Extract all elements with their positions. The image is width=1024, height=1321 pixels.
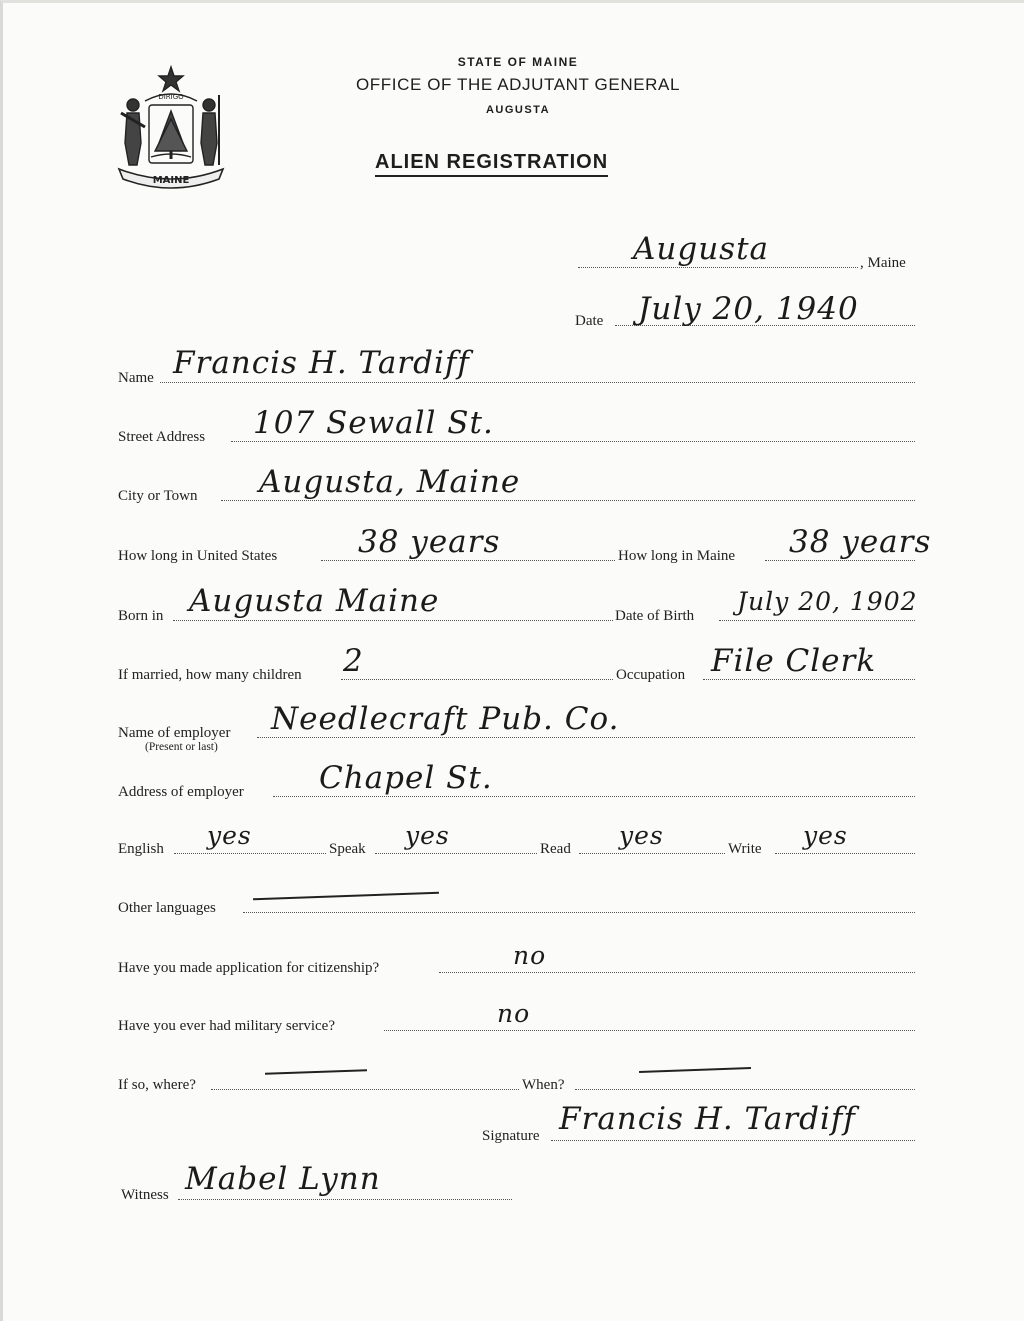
other-languages-label: Other languages: [118, 900, 216, 916]
name-value: Francis H. Tardiff: [173, 345, 470, 381]
witness-line[interactable]: [178, 1199, 512, 1200]
us-duration-line[interactable]: [321, 560, 615, 561]
date-label: Date: [575, 313, 604, 329]
where-dash: [265, 1069, 367, 1075]
military-value: no: [497, 999, 531, 1028]
date-of-birth-line[interactable]: [719, 620, 915, 621]
employer-value: Needlecraft Pub. Co.: [271, 701, 620, 737]
english-line[interactable]: [174, 853, 326, 854]
where-line[interactable]: [211, 1089, 519, 1090]
maine-duration-value: 38 years: [789, 524, 932, 560]
citizenship-value: no: [513, 941, 547, 970]
signature-value: Francis H. Tardiff: [559, 1101, 856, 1137]
maine-state-seal-icon: [115, 65, 227, 190]
military-line[interactable]: [384, 1030, 915, 1031]
where-label: If so, where?: [118, 1077, 196, 1093]
born-in-line[interactable]: [173, 620, 613, 621]
employer-label: Name of employer: [118, 725, 231, 741]
employer-address-line[interactable]: [273, 796, 915, 797]
city-line[interactable]: [221, 500, 915, 501]
maine-duration-label: How long in Maine: [618, 548, 736, 564]
header-office: OFFICE OF THE ADJUTANT GENERAL: [355, 75, 681, 94]
speak-line[interactable]: [375, 853, 537, 854]
place-suffix-label: , Maine: [860, 255, 906, 271]
place-value: Augusta: [633, 231, 770, 267]
name-label: Name: [118, 370, 154, 386]
other-languages-dash: [253, 892, 439, 900]
write-line[interactable]: [775, 853, 915, 854]
english-value: yes: [207, 821, 252, 850]
city-value: Augusta, Maine: [259, 464, 521, 500]
place-line[interactable]: [578, 267, 858, 268]
citizenship-line[interactable]: [439, 972, 915, 973]
born-in-value: Augusta Maine: [189, 583, 440, 619]
occupation-line[interactable]: [703, 679, 915, 680]
when-line[interactable]: [575, 1089, 915, 1090]
date-of-birth-label: Date of Birth: [615, 608, 695, 624]
occupation-value: File Clerk: [711, 643, 877, 679]
street-address-value: 107 Sewall St.: [253, 405, 494, 441]
speak-value: yes: [405, 821, 450, 850]
signature-line[interactable]: [551, 1140, 915, 1141]
us-duration-label: How long in United States: [118, 548, 278, 564]
read-label: Read: [540, 841, 571, 857]
street-address-label: Street Address: [118, 429, 206, 445]
maine-duration-line[interactable]: [765, 560, 915, 561]
employer-line[interactable]: [257, 737, 915, 738]
city-label: City or Town: [118, 488, 198, 504]
street-address-line[interactable]: [231, 441, 915, 442]
employer-sublabel: (Present or last): [145, 741, 218, 753]
read-line[interactable]: [579, 853, 725, 854]
svg-text:MAINE: MAINE: [152, 175, 190, 186]
born-in-label: Born in: [118, 608, 164, 624]
form-title: ALIEN REGISTRATION: [375, 151, 608, 177]
witness-value: Mabel Lynn: [185, 1161, 381, 1197]
speak-label: Speak: [329, 841, 366, 857]
svg-text:DIRIGO: DIRIGO: [158, 93, 184, 101]
header-state: STATE OF MAINE: [457, 55, 579, 69]
name-line[interactable]: [160, 382, 915, 383]
children-label: If married, how many children: [118, 667, 302, 683]
citizenship-label: Have you made application for citizenship?: [118, 960, 380, 976]
employer-address-label: Address of employer: [118, 784, 244, 800]
employer-address-value: Chapel St.: [319, 760, 493, 796]
military-label: Have you ever had military service?: [118, 1018, 335, 1034]
signature-label: Signature: [482, 1128, 540, 1144]
when-label: When?: [522, 1077, 565, 1093]
children-line[interactable]: [341, 679, 613, 680]
header-city: AUGUSTA: [485, 104, 551, 116]
occupation-label: Occupation: [616, 667, 686, 683]
read-value: yes: [619, 821, 664, 850]
date-value: July 20, 1940: [638, 291, 859, 327]
children-value: 2: [343, 643, 364, 679]
english-label: English: [118, 841, 164, 857]
write-value: yes: [803, 821, 848, 850]
write-label: Write: [728, 841, 762, 857]
date-of-birth-value: July 20, 1902: [737, 587, 918, 616]
us-duration-value: 38 years: [358, 524, 501, 560]
when-dash: [639, 1067, 751, 1073]
other-languages-line[interactable]: [243, 912, 915, 913]
witness-label: Witness: [121, 1187, 169, 1203]
